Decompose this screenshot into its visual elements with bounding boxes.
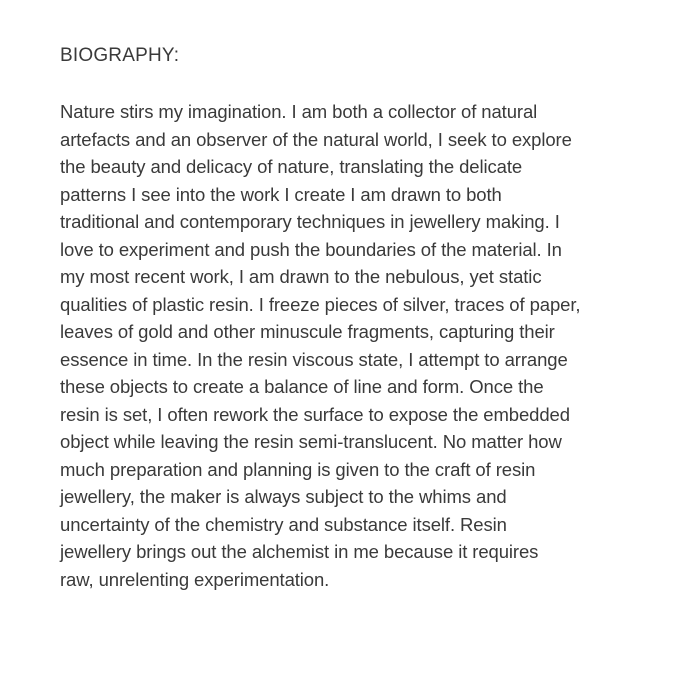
biography-paragraph xyxy=(60,98,660,593)
biography-heading: BIOGRAPHY: xyxy=(60,45,180,66)
bio-line: traditional and contemporary techniques in jewellery making. I xyxy=(60,211,560,232)
biography-content xyxy=(60,42,660,593)
bio-line: raw, unrelenting experimentation. xyxy=(60,568,330,590)
bio-line: object while leaving the resin semi-translucent. No matter how xyxy=(60,431,562,452)
bio-line: the beauty and delicacy of nature, translating the delicate xyxy=(60,156,523,177)
heading-body-spacer xyxy=(60,69,660,98)
bio-line: qualities of plastic resin. I freeze pieces of silver, traces of paper, xyxy=(60,293,581,315)
bio-line: resin is set, I often rework the surface to expose the embedded xyxy=(60,403,570,425)
bio-line: much preparation and planning is given to the craft of resin xyxy=(60,458,536,480)
bio-line: artefacts and an observer of the natural world, I seek to explore xyxy=(60,128,572,150)
bio-line: leaves of gold and other minuscule fragments, capturing their xyxy=(60,321,555,342)
bio-line: jewellery, the maker is always subject to the whims and xyxy=(60,486,507,507)
bio-line: these objects to create a balance of line and form. Once the xyxy=(60,376,544,397)
bio-line: my most recent work, I am drawn to the nebulous, yet static xyxy=(60,266,542,287)
bio-line: jewellery brings out the alchemist in me because it requires xyxy=(60,541,539,562)
bio-line: love to experiment and push the boundaries of the material. In xyxy=(60,238,562,260)
bio-line: uncertainty of the chemistry and substance itself. Resin xyxy=(60,513,507,535)
bio-line: essence in time. In the resin viscous state, I attempt to arrange xyxy=(60,348,568,370)
bio-line: patterns I see into the work I create I am drawn to both xyxy=(60,183,502,205)
bio-line: Nature stirs my imagination. I am both a collector of natural xyxy=(60,101,538,122)
